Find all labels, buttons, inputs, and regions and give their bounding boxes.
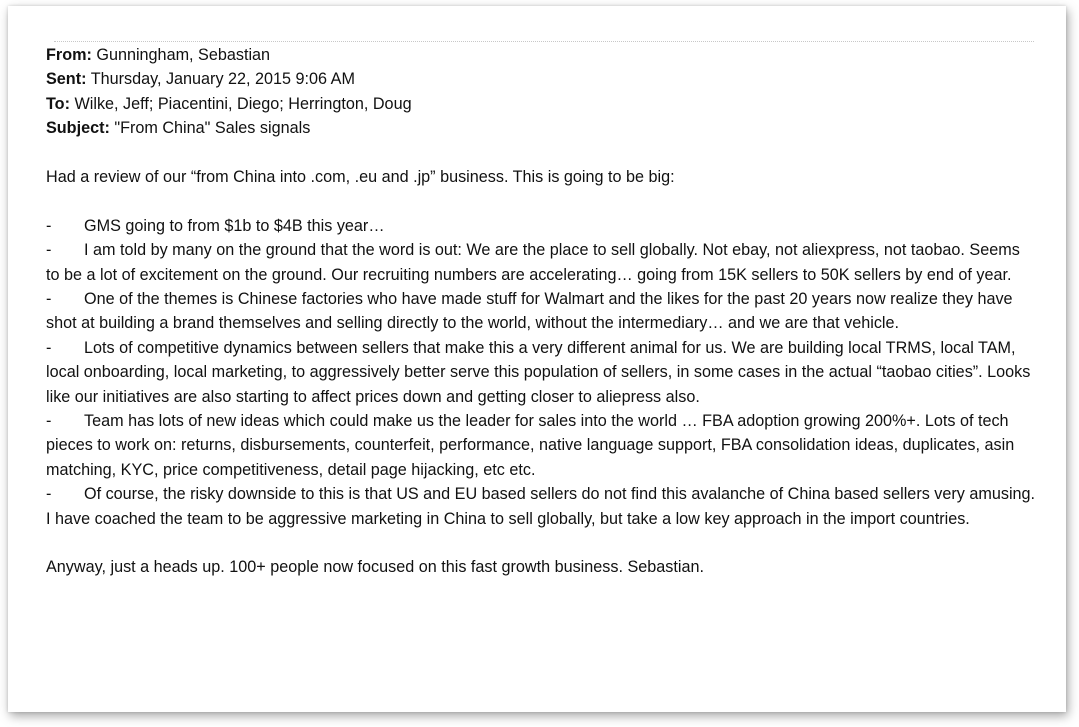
- bullet-text: I am told by many on the ground that the word is out: We are the place to sell globally. Not ebay, not aliexpress, not taobao. Seems to be a lot of excitement on the ground. Our recruiting numbers are accelerating… going from 15K sellers to 50K sellers by end of year.: [46, 241, 1020, 284]
- bullet-item: [46, 482, 1036, 531]
- bullet-text: One of the themes is Chinese factories who have made stuff for Walmart and the likes for the past 20 years now realize they have shot at building a brand themselves and selling directly to the world, without the intermediary… and we are that vehicle.: [46, 290, 1013, 333]
- bullet-dash: -: [46, 290, 52, 309]
- from-line: [46, 43, 1036, 67]
- bullet-item: [46, 214, 1036, 238]
- from-label: From:: [46, 46, 92, 64]
- bullet-item: [46, 336, 1036, 409]
- bullet-text: GMS going to from $1b to $4B this year…: [84, 216, 385, 235]
- to-value: Wilke, Jeff; Piacentini, Diego; Herrington, Doug: [74, 94, 412, 113]
- bullet-dash: -: [46, 485, 52, 504]
- from-value: Gunningham, Sebastian: [96, 46, 271, 64]
- sent-label: Sent:: [46, 70, 87, 89]
- bullet-dash: -: [46, 338, 52, 357]
- bullet-text: Lots of competitive dynamics between sellers that make this a very different animal for us. We are building local TRMS, local TAM, local onboarding, local marketing, to aggressively better serve this population of sellers, in some cases in the actual “taobao cities”. Looks like our initiatives are also starting to affect prices down and getting closer to aliepress also.: [46, 338, 1031, 406]
- subject-label: Subject:: [46, 119, 110, 138]
- to-line: [46, 92, 1036, 116]
- bullet-item: [46, 287, 1036, 336]
- bullet-item: [46, 409, 1036, 482]
- bullet-text: Of course, the risky downside to this is that US and EU based sellers do not find this avalanche of China based sellers very amusing. I have coached the team to be aggressive marketing in China to sell globally, but take a low key approach in the import countries.: [46, 485, 1036, 528]
- intro-paragraph: Had a review of our “from China into .com, .eu and .jp” business. This is going to be big:: [46, 168, 675, 187]
- subject-value: "From China" Sales signals: [114, 119, 311, 138]
- bullet-dash: -: [46, 216, 52, 235]
- subject-line: [46, 116, 1036, 140]
- sent-value: Thursday, January 22, 2015 9:06 AM: [90, 70, 355, 89]
- to-label: To:: [46, 94, 70, 113]
- bullet-dash: -: [46, 412, 52, 431]
- bullet-dash: -: [46, 241, 52, 260]
- sent-line: [46, 67, 1036, 91]
- bullet-item: [46, 238, 1036, 287]
- bullet-text: Team has lots of new ideas which could make us the leader for sales into the world … FBA adoption growing 200%+. Lots of tech pieces to work on: returns, disbursements, counterfeit, performance, native language support, FBA consolidation ideas, duplicates, asin matching, KYC, price competitiveness, detail page hijacking, etc etc.: [46, 412, 1015, 479]
- header-divider: [54, 41, 1034, 42]
- email-body: [46, 43, 1036, 580]
- closing-paragraph: Anyway, just a heads up. 100+ people now focused on this fast growth business. Sebastian.: [46, 558, 704, 577]
